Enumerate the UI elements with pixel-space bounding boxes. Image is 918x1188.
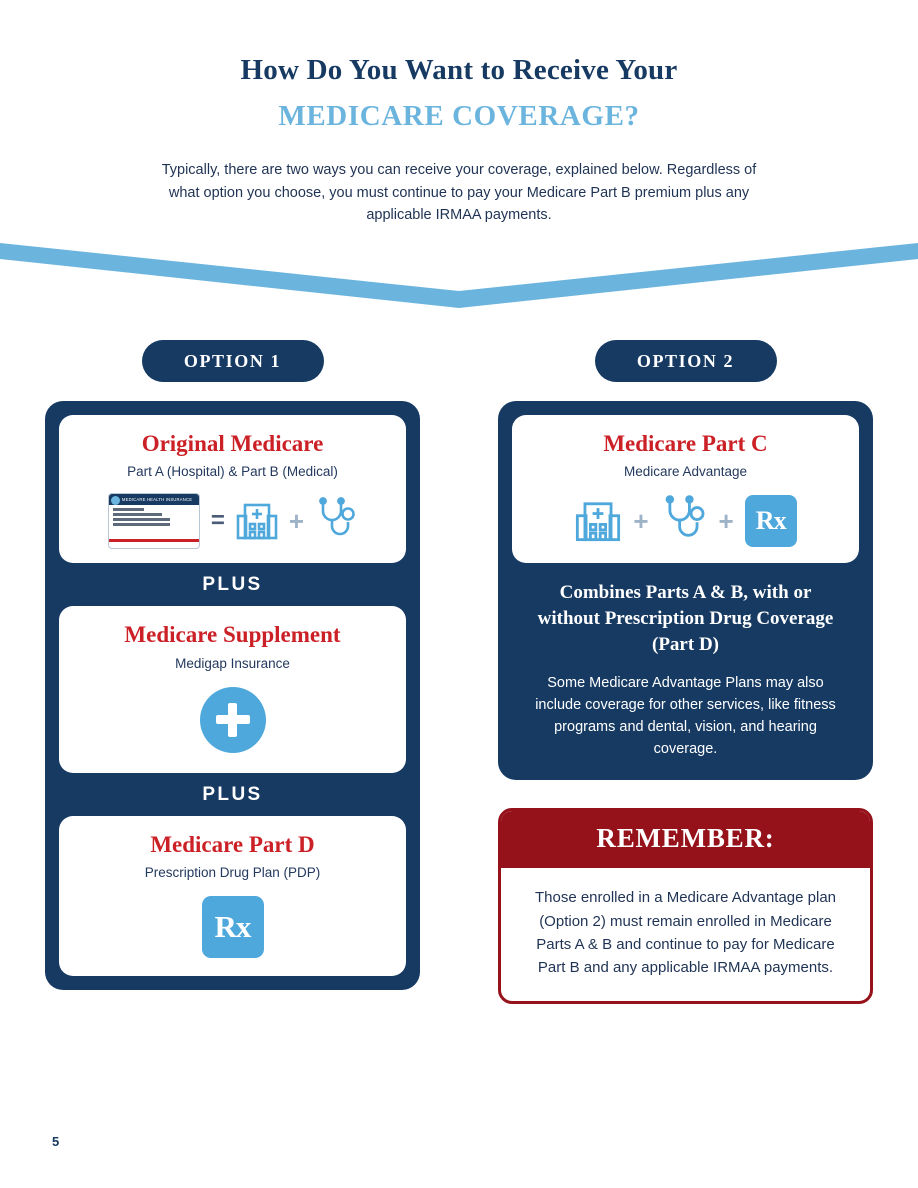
icon-row — [71, 493, 394, 549]
plus-separator-2: PLUS — [202, 783, 263, 805]
medicare-part-c-card — [512, 415, 859, 563]
rx-icon: Rx — [745, 495, 797, 547]
chevron-divider — [0, 243, 918, 308]
stethoscope-icon — [660, 494, 708, 549]
plus-circle-icon — [200, 687, 266, 753]
option-1-column — [45, 340, 420, 1004]
card-subtitle: Medigap Insurance — [175, 655, 290, 671]
icon-row — [524, 493, 847, 549]
card-title: Original Medicare — [141, 431, 324, 456]
page-title-line1: How Do You Want to Receive Your — [240, 54, 678, 86]
remember-heading: REMEMBER: — [501, 811, 870, 868]
medicare-seal-icon — [111, 496, 120, 505]
plus-icon: + — [288, 506, 305, 537]
remember-body: Those enrolled in a Medicare Advantage plan (Option 2) must remain enrolled in Medicare Parts A & B and continue to pay for Medicare Part B and any applicable IRMAA payments. — [534, 889, 837, 977]
card-subtitle: Part A (Hospital) & Part B (Medical) — [127, 464, 338, 480]
hospital-icon — [236, 496, 278, 547]
option-1-panel — [45, 401, 420, 990]
card-title: Medicare Part D — [150, 831, 315, 857]
medicare-card-icon — [108, 493, 200, 549]
plus-separator-1: PLUS — [202, 574, 263, 596]
card-subtitle: Prescription Drug Plan (PDP) — [144, 865, 321, 881]
medicare-part-d-card — [59, 816, 406, 976]
option-2-body-text: Some Medicare Advantage Plans may also include coverage for other services, like fitness programs and dental, vision, and hearing coverage. — [535, 675, 836, 757]
combines-heading: Combines Parts A & B, with or without Prescription Drug Coverage (Part D) — [537, 582, 834, 655]
intro-paragraph: Typically, there are two ways you can receive your coverage, explained below. Regardless of what option you choose, you must continue to pay your Medicare Part B premium plus any applicable IRMAA payments. — [161, 162, 757, 224]
options-container — [0, 340, 918, 1004]
hospital-icon — [574, 494, 622, 549]
original-medicare-card — [59, 415, 406, 563]
option-1-pill: OPTION 1 — [142, 340, 324, 382]
option-2-column — [498, 340, 873, 1004]
card-title: Medicare Part C — [603, 431, 768, 456]
card-title: Medicare Supplement — [124, 622, 341, 648]
stethoscope-icon — [315, 496, 357, 547]
medicare-card-header: MEDICARE HEALTH INSURANCE — [121, 497, 193, 503]
equals-icon: = — [210, 507, 225, 535]
card-subtitle: Medicare Advantage — [623, 464, 748, 480]
medicare-card-redbar — [109, 539, 199, 542]
page-number: 5 — [52, 1134, 60, 1149]
rx-icon: Rx — [202, 896, 264, 958]
page-title-line2: MEDICARE COVERAGE? — [278, 100, 640, 133]
option-2-panel — [498, 401, 873, 780]
plus-icon: + — [718, 506, 734, 537]
plus-icon: + — [633, 506, 649, 537]
page-header — [0, 0, 918, 227]
remember-box — [498, 808, 873, 1004]
option-2-pill: OPTION 2 — [595, 340, 777, 382]
medicare-supplement-card — [59, 606, 406, 772]
